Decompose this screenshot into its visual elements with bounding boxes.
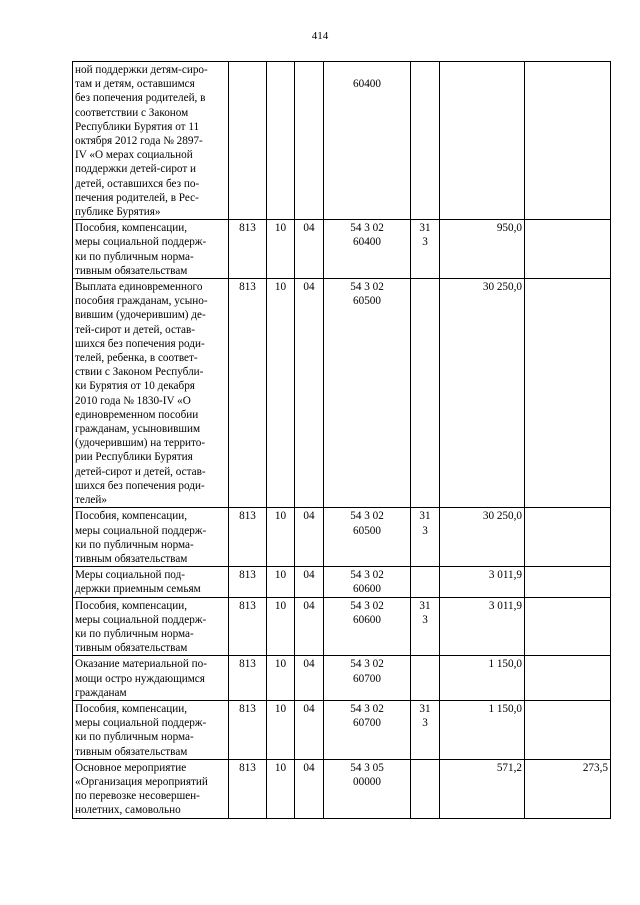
- table-row: [73, 656, 611, 701]
- row-name-cell-line: октября 2012 года № 2897-: [75, 135, 203, 148]
- amount-federal-cell: [525, 62, 611, 220]
- row-name-cell-line: соответствии с Законом: [75, 106, 189, 119]
- row-name-cell-line: Республики Бурятия от 11: [75, 120, 200, 133]
- expense-type-cell: [411, 62, 440, 220]
- row-name-cell-line: гражданам: [75, 686, 127, 699]
- row-name-cell-line: тивным обязательствам: [75, 745, 188, 758]
- row-name-cell-line: рии Республики Бурятия: [75, 451, 193, 464]
- amount-federal-cell: [525, 220, 611, 279]
- row-name-cell-line: поддержки детей-сирот и: [75, 163, 197, 176]
- row-name-cell-line: пособия гражданам, усыно-: [75, 295, 208, 308]
- section-code-cell: 10: [267, 567, 295, 597]
- expense-type-cell-line: [413, 294, 437, 308]
- row-name-cell-line: Оказание материальной по-: [75, 658, 207, 671]
- amount-federal-cell: [525, 279, 611, 508]
- subsection-code-cell: 04: [295, 700, 324, 759]
- row-name-cell-line: держки приемным семьям: [75, 583, 201, 596]
- row-name-cell: [73, 597, 229, 656]
- row-name-cell: [73, 279, 229, 508]
- amount-federal-cell: [525, 700, 611, 759]
- row-name-cell-line: тей-сирот и детей, остав-: [75, 323, 195, 336]
- target-article-cell: [324, 700, 411, 759]
- row-name-cell-line: публике Бурятия»: [75, 206, 161, 219]
- row-name-cell-line: «Организация мероприятий: [75, 775, 208, 788]
- row-name-cell-line: вившим (удочерившим) де-: [75, 309, 206, 322]
- expense-type-cell-line: 3: [422, 236, 428, 249]
- section-code-cell: 10: [267, 759, 295, 818]
- row-name-cell-line: тивным обязательствам: [75, 642, 188, 655]
- expense-type-cell-line: [413, 582, 437, 596]
- target-article-cell-line: 60500: [353, 524, 381, 537]
- row-name-cell-line: тивным обязательствам: [75, 264, 188, 277]
- row-name-cell-line: IV «О мерах социальной: [75, 149, 193, 162]
- target-article-cell-line: 54 3 02: [350, 658, 384, 671]
- expense-type-cell-line: 3: [422, 524, 428, 537]
- amount-cell: 1 150,0: [440, 700, 525, 759]
- row-name-cell: [73, 759, 229, 818]
- expense-type-cell-line: 3: [422, 613, 428, 626]
- row-name-cell-line: детей, оставшихся без по-: [75, 177, 200, 190]
- subsection-code-cell: 04: [295, 759, 324, 818]
- expense-type-cell-line: 31: [419, 510, 431, 523]
- row-name-cell-line: гражданам, усыновившим: [75, 423, 201, 436]
- row-name-cell-line: мощи остро нуждающимся: [75, 672, 205, 685]
- section-code-cell: 10: [267, 279, 295, 508]
- expense-type-cell-line: [413, 280, 437, 294]
- grbs-code-cell: [229, 62, 267, 220]
- row-name-cell-line: ки по публичным норма-: [75, 250, 194, 263]
- subsection-code-cell: 04: [295, 220, 324, 279]
- expense-type-cell-line: [413, 568, 437, 582]
- row-name-cell-line: (удочерившим) на террито-: [75, 437, 206, 450]
- amount-cell: 3 011,9: [440, 567, 525, 597]
- table-row: [73, 759, 611, 818]
- row-name-cell-line: Пособия, компенсации,: [75, 510, 188, 523]
- grbs-code-cell: 813: [229, 759, 267, 818]
- grbs-code-cell: 813: [229, 597, 267, 656]
- expense-type-cell-line: [413, 657, 437, 671]
- row-name-cell-line: ки Бурятия от 10 декабря: [75, 380, 195, 393]
- target-article-cell-line: 54 3 02: [350, 510, 384, 523]
- row-name-cell-line: меры социальной поддерж-: [75, 717, 207, 730]
- target-article-cell: [324, 567, 411, 597]
- target-article-cell-line: 54 3 02: [350, 599, 384, 612]
- target-article-cell-line: 60700: [353, 672, 381, 685]
- row-name-cell-line: Пособия, компенсации,: [75, 702, 188, 715]
- amount-cell: 1 150,0: [440, 656, 525, 701]
- table-row: [73, 220, 611, 279]
- target-article-cell-line: 60400: [353, 236, 381, 249]
- expense-type-cell-line: [413, 775, 437, 789]
- expense-type-cell-line: [413, 761, 437, 775]
- grbs-code-cell: 813: [229, 279, 267, 508]
- target-article-cell-line: 60500: [353, 295, 381, 308]
- expense-type-cell-line: 31: [419, 599, 431, 612]
- subsection-code-cell: 04: [295, 567, 324, 597]
- target-article-cell: [324, 279, 411, 508]
- expense-type-cell: [411, 700, 440, 759]
- amount-cell: [440, 62, 525, 220]
- target-article-cell-line: 54 3 02: [350, 702, 384, 715]
- row-name-cell: [73, 656, 229, 701]
- target-article-cell-line: 00000: [353, 775, 381, 788]
- amount-cell: 571,2: [440, 759, 525, 818]
- expense-type-cell-line: [413, 672, 437, 686]
- amount-cell: 950,0: [440, 220, 525, 279]
- row-name-cell-line: 2010 года № 1830-IV «О: [75, 394, 191, 407]
- row-name-cell-line: по перевозке несовершен-: [75, 790, 200, 803]
- row-name-cell-line: шихся без попечения роди-: [75, 479, 205, 492]
- budget-table: [72, 61, 611, 819]
- subsection-code-cell: 04: [295, 656, 324, 701]
- expense-type-cell-line: 31: [419, 702, 431, 715]
- grbs-code-cell: 813: [229, 700, 267, 759]
- row-name-cell: [73, 508, 229, 567]
- row-name-cell-line: ствии с Законом Республи-: [75, 366, 204, 379]
- row-name-cell-line: там и детям, оставшимся: [75, 78, 195, 91]
- table-row: [73, 597, 611, 656]
- grbs-code-cell: 813: [229, 567, 267, 597]
- row-name-cell-line: Основное мероприятие: [75, 761, 187, 774]
- row-name-cell-line: телей»: [75, 494, 107, 507]
- amount-federal-cell: [525, 567, 611, 597]
- amount-cell: 30 250,0: [440, 508, 525, 567]
- section-code-cell: 10: [267, 508, 295, 567]
- row-name-cell-line: тивным обязательствам: [75, 552, 188, 565]
- expense-type-cell-line: [413, 63, 437, 77]
- section-code-cell: 10: [267, 656, 295, 701]
- section-code-cell: [267, 62, 295, 220]
- row-name-cell-line: ной поддержки детям-сиро-: [75, 64, 208, 76]
- grbs-code-cell: 813: [229, 656, 267, 701]
- target-article-cell-line: 54 3 02: [350, 281, 384, 294]
- target-article-cell-line: 54 3 05: [350, 761, 384, 774]
- target-article-cell-line: 60600: [353, 583, 381, 596]
- expense-type-cell: [411, 656, 440, 701]
- section-code-cell: 10: [267, 220, 295, 279]
- grbs-code-cell: 813: [229, 220, 267, 279]
- subsection-code-cell: 04: [295, 597, 324, 656]
- table-row: [73, 700, 611, 759]
- row-name-cell-line: Меры социальной под-: [75, 569, 185, 582]
- row-name-cell: [73, 700, 229, 759]
- row-name-cell-line: Пособия, компенсации,: [75, 222, 188, 235]
- row-name-cell-line: ки по публичным норма-: [75, 538, 194, 551]
- table-row: [73, 62, 611, 220]
- expense-type-cell: [411, 567, 440, 597]
- target-article-cell: [324, 508, 411, 567]
- section-code-cell: 10: [267, 700, 295, 759]
- budget-table-body: [73, 62, 611, 819]
- row-name-cell-line: ки по публичным норма-: [75, 627, 194, 640]
- row-name-cell: [73, 567, 229, 597]
- subsection-code-cell: 04: [295, 279, 324, 508]
- row-name-cell-line: единовременном пособии: [75, 408, 199, 421]
- target-article-cell: [324, 220, 411, 279]
- amount-federal-cell: [525, 508, 611, 567]
- expense-type-cell-line: [413, 77, 437, 91]
- table-row: [73, 567, 611, 597]
- target-article-cell-line: 54 3 02: [350, 569, 384, 582]
- row-name-cell-line: шихся без попечения роди-: [75, 337, 205, 350]
- grbs-code-cell: 813: [229, 508, 267, 567]
- row-name-cell-line: Выплата единовременного: [75, 281, 203, 294]
- expense-type-cell: [411, 279, 440, 508]
- row-name-cell-line: меры социальной поддерж-: [75, 236, 207, 249]
- target-article-cell-line: [326, 63, 408, 77]
- expense-type-cell: [411, 597, 440, 656]
- amount-federal-cell: [525, 656, 611, 701]
- row-name-cell-line: детей-сирот и детей, остав-: [75, 465, 206, 478]
- target-article-cell-line: 60400: [353, 78, 381, 91]
- amount-federal-cell: 273,5: [525, 759, 611, 818]
- target-article-cell-line: 60700: [353, 717, 381, 730]
- amount-cell: 3 011,9: [440, 597, 525, 656]
- row-name-cell-line: телей, ребенка, в соответ-: [75, 352, 198, 365]
- page-number: 414: [311, 30, 329, 42]
- row-name-cell-line: ки по публичным норма-: [75, 731, 194, 744]
- amount-cell: 30 250,0: [440, 279, 525, 508]
- row-name-cell-line: печения родителей, в Рес-: [75, 191, 199, 204]
- row-name-cell: [73, 220, 229, 279]
- table-row: [73, 508, 611, 567]
- expense-type-cell-line: 31: [419, 222, 431, 235]
- row-name-cell-line: нолетних, самовольно: [75, 804, 181, 817]
- subsection-code-cell: [295, 62, 324, 220]
- expense-type-cell: [411, 759, 440, 818]
- row-name-cell: [73, 62, 229, 220]
- row-name-cell-line: Пособия, компенсации,: [75, 599, 188, 612]
- expense-type-cell: [411, 508, 440, 567]
- expense-type-cell-line: 3: [422, 717, 428, 730]
- row-name-cell-line: меры социальной поддерж-: [75, 524, 207, 537]
- expense-type-cell: [411, 220, 440, 279]
- target-article-cell: [324, 62, 411, 220]
- row-name-cell-line: без попечения родителей, в: [75, 92, 206, 105]
- target-article-cell-line: 60600: [353, 613, 381, 626]
- subsection-code-cell: 04: [295, 508, 324, 567]
- target-article-cell: [324, 656, 411, 701]
- row-name-cell-line: меры социальной поддерж-: [75, 613, 207, 626]
- target-article-cell: [324, 597, 411, 656]
- section-code-cell: 10: [267, 597, 295, 656]
- target-article-cell: [324, 759, 411, 818]
- amount-federal-cell: [525, 597, 611, 656]
- target-article-cell-line: 54 3 02: [350, 222, 384, 235]
- table-row: [73, 279, 611, 508]
